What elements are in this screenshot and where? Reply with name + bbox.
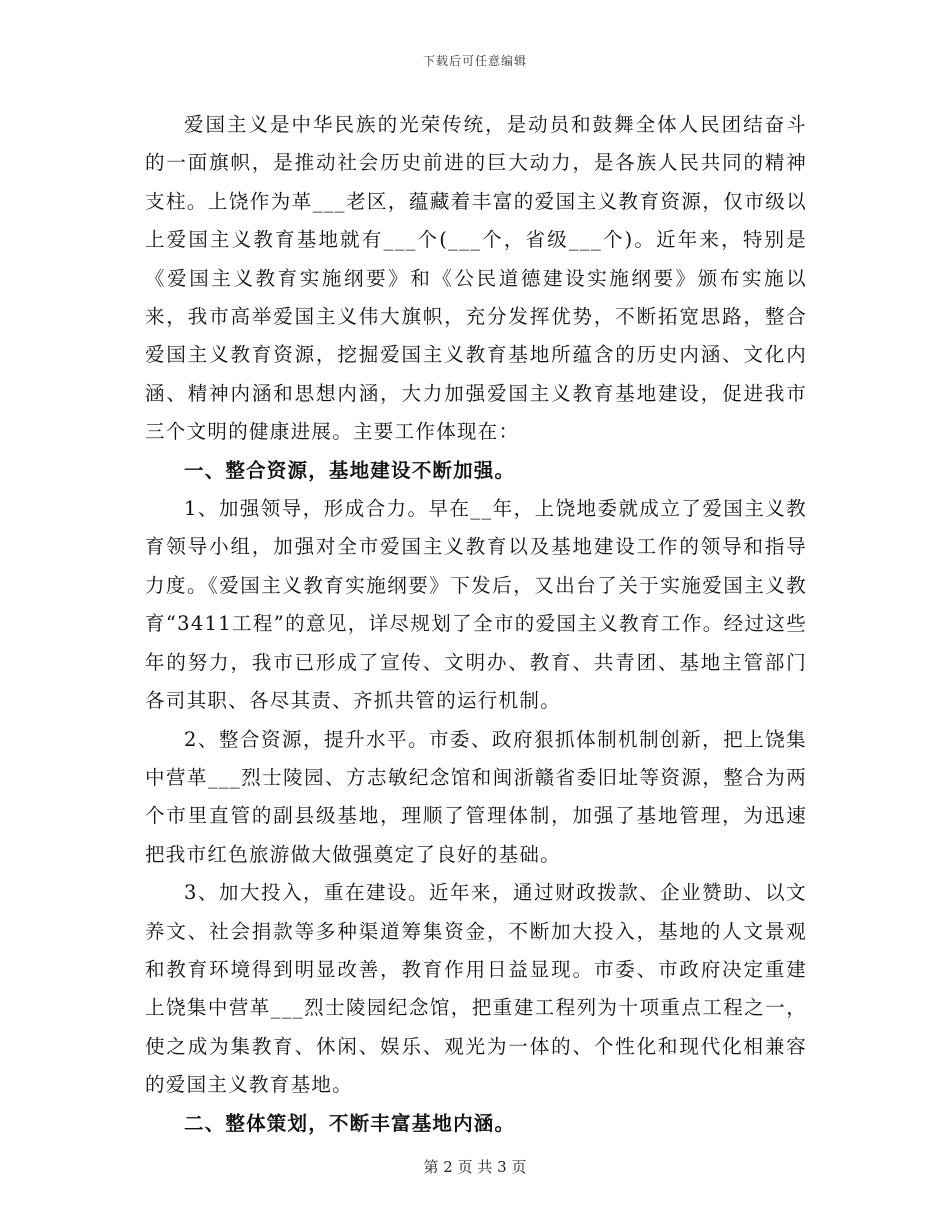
- page-header: 下载后可任意编辑: [422, 54, 527, 68]
- paragraph-item-1: 1、加强领导，形成合力。早在__年，上饶地委就成立了爱国主义教育领导小组，加强对全市爱国主义教育以及基地建设工作的领导和指导力度。《爱国主义教育实施纲要》下发后，又出台了关于实施爱国主义教育“3411工程”的意见，详尽规划了全市的爱国主义教育工作。经过这些年的努力，我市已形成了宣传、文明办、教育、共青团、基地主管部门各司其职、各尽其责、齐抓共管的运行机制。: [145, 497, 807, 713]
- document-body: [145, 106, 807, 1143]
- intro-paragraph: 爱国主义是中华民族的光荣传统，是动员和鼓舞全体人民团结奋斗的一面旗帜，是推动社会历史前进的巨大动力，是各族人民共同的精神支柱。上饶作为革___老区，蕴藏着丰富的爱国主义教育资源，仅市级以上爱国主义教育基地就有___个(___个，省级___个)。近年来，特别是《爱国主义教育实施纲要》和《公民道德建设实施纲要》颁布实施以来，我市高举爱国主义伟大旗帜，充分发挥优势，不断拓宽思路，整合爱国主义教育资源，挖掘爱国主义教育基地所蕴含的历史内涵、文化内涵、精神内涵和思想内涵，大力加强爱国主义教育基地建设，促进我市三个文明的健康进展。主要工作体现在：: [145, 113, 807, 444]
- section-heading-2: 二、整体策划，不断丰富基地内涵。: [184, 1111, 516, 1135]
- section-heading-1: 一、整合资源，基地建设不断加强。: [184, 458, 516, 482]
- paragraph-item-2: 2、整合资源，提升水平。市委、政府狠抓体制机制创新，把上饶集中营革___烈士陵园、方志敏纪念馆和闽浙赣省委旧址等资源，整合为两个市里直管的副县级基地，理顺了管理体制，加强了基地管理，为迅速把我市红色旅游做大做强奠定了良好的基础。: [145, 727, 807, 866]
- paragraph-item-3: 3、加大投入，重在建设。近年来，通过财政拨款、企业赞助、以文养文、社会捐款等多种渠道筹集资金，不断加大投入，基地的人文景观和教育环境得到明显改善，教育作用日益显现。市委、市政府决定重建上饶集中营革___烈士陵园纪念馆，把重建工程列为十项重点工程之一，使之成为集教育、休闲、娱乐、观光为一体的、个性化和现代化相兼容的爱国主义教育基地。: [145, 881, 807, 1097]
- page-footer: 第 2 页 共 3 页: [423, 1158, 527, 1176]
